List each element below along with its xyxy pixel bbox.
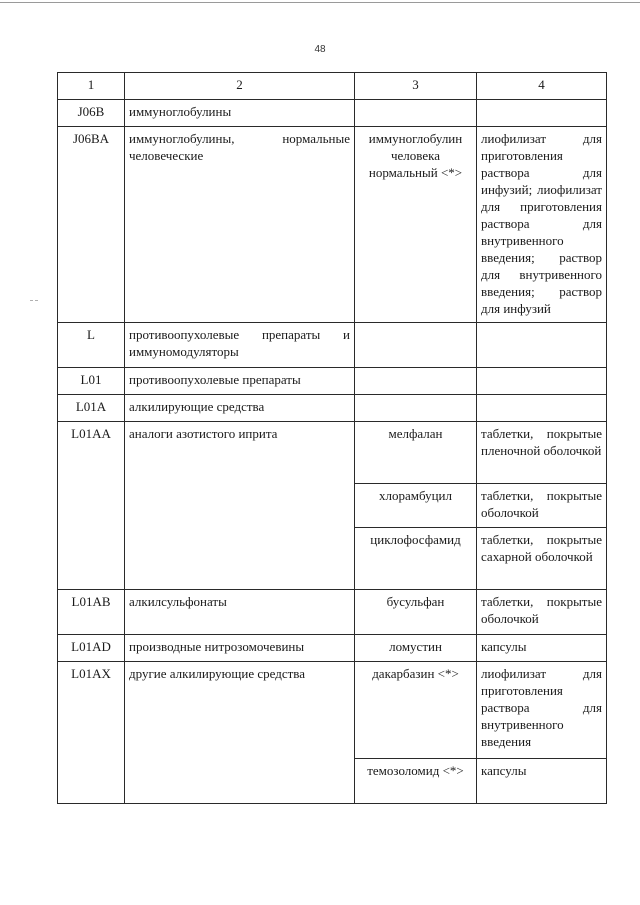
drug-name: ломустин	[389, 639, 442, 654]
atc-code: L01	[80, 372, 102, 387]
dosage-form-cell	[477, 662, 607, 759]
dosage-form: капсулы	[481, 763, 527, 778]
table-row	[58, 395, 607, 422]
atc-code-cell	[58, 127, 125, 323]
dosage-form-cell	[477, 395, 607, 422]
dosage-form: лиофилизат для приготовления раствора для внутривенного введения	[481, 666, 602, 749]
table-row	[58, 590, 607, 635]
group-name: аналоги азотистого иприта	[129, 426, 278, 441]
drug-name: бусульфан	[386, 594, 445, 609]
group-name: алкилирующие средства	[129, 399, 265, 414]
atc-code: L01AD	[71, 639, 111, 654]
atc-code-cell	[58, 662, 125, 804]
column-header: 1	[58, 73, 125, 100]
column-header: 3	[355, 73, 477, 100]
atc-code-cell	[58, 368, 125, 395]
atc-code: L01AX	[71, 666, 111, 681]
group-name-cell	[125, 422, 355, 590]
dosage-form-cell	[477, 590, 607, 635]
table-row	[58, 323, 607, 368]
group-name: иммуноглобулины, нормальные человеческие	[129, 131, 350, 163]
table-row	[58, 127, 607, 323]
atc-code: L01AA	[71, 426, 111, 441]
group-name: другие алкилирующие средства	[129, 666, 306, 681]
atc-code: L01A	[75, 399, 107, 414]
dosage-form-cell	[477, 759, 607, 804]
group-name: алкилсульфонаты	[129, 594, 227, 609]
atc-code-cell	[58, 590, 125, 635]
table-row	[58, 635, 607, 662]
group-name-cell	[125, 662, 355, 804]
atc-code-cell	[58, 323, 125, 368]
dosage-form: таблетки, покрытые сахарной оболочкой	[481, 532, 602, 564]
page-number: 48	[314, 44, 326, 55]
drug-name: хлорамбуцил	[378, 488, 452, 503]
margin-mark	[30, 300, 38, 301]
drug-name: циклофосфамид	[370, 532, 461, 547]
drug-name: иммуноглобулин человека нормальный <*>	[368, 131, 463, 180]
drug-name-cell	[355, 395, 477, 422]
drug-name-cell	[355, 127, 477, 323]
group-name: противоопухолевые препараты	[129, 372, 301, 387]
atc-code: L01AB	[71, 594, 111, 609]
table-row	[58, 368, 607, 395]
group-name: производные нитрозомочевины	[129, 639, 305, 654]
group-name-cell	[125, 635, 355, 662]
drug-name-cell	[355, 100, 477, 127]
group-name-cell	[125, 590, 355, 635]
atc-code-cell	[58, 100, 125, 127]
dosage-form-cell	[477, 368, 607, 395]
drug-name-cell	[355, 323, 477, 368]
atc-code: L	[87, 327, 95, 342]
atc-code: J06BA	[72, 131, 110, 146]
dosage-form-cell	[477, 127, 607, 323]
atc-code: J06B	[77, 104, 105, 119]
table-header-row	[58, 73, 607, 100]
drug-name-cell	[355, 422, 477, 484]
drug-name: темозоломид <*>	[367, 763, 464, 778]
group-name: противоопухолевые препараты и иммуномодуляторы	[129, 327, 350, 359]
group-name-cell	[125, 323, 355, 368]
dosage-form: капсулы	[481, 639, 527, 654]
drug-name: дакарбазин <*>	[372, 666, 459, 681]
drug-name-cell	[355, 528, 477, 590]
dosage-form: таблетки, покрытые оболочкой	[481, 594, 602, 626]
atc-code-cell	[58, 422, 125, 590]
drug-classification-table	[57, 72, 607, 804]
atc-code-cell	[58, 395, 125, 422]
dosage-form: таблетки, покрытые оболочкой	[481, 488, 602, 520]
drug-name-cell	[355, 590, 477, 635]
dosage-form-cell	[477, 528, 607, 590]
dosage-form-cell	[477, 100, 607, 127]
column-header: 4	[477, 73, 607, 100]
dosage-form: лиофилизат для приготовления раствора для инфузий; лиофилизат для приготовления раствора для внутривенного введения; раствор для внутривенного введения; раствор для инфузий	[481, 131, 602, 316]
column-header: 2	[125, 73, 355, 100]
table-row	[58, 100, 607, 127]
drug-name: мелфалан	[388, 426, 443, 441]
group-name: иммуноглобулины	[129, 104, 232, 119]
atc-code-cell	[58, 635, 125, 662]
dosage-form-cell	[477, 422, 607, 484]
drug-name-cell	[355, 484, 477, 528]
dosage-form-cell	[477, 484, 607, 528]
dosage-form: таблетки, покрытые пленочной оболочкой	[481, 426, 602, 458]
dosage-form-cell	[477, 635, 607, 662]
table-row	[58, 422, 607, 484]
top-border-line	[0, 2, 640, 3]
group-name-cell	[125, 127, 355, 323]
dosage-form-cell	[477, 323, 607, 368]
drug-name-cell	[355, 368, 477, 395]
drug-name-cell	[355, 662, 477, 759]
group-name-cell	[125, 100, 355, 127]
group-name-cell	[125, 368, 355, 395]
group-name-cell	[125, 395, 355, 422]
drug-name-cell	[355, 635, 477, 662]
table-row	[58, 662, 607, 759]
drug-name-cell	[355, 759, 477, 804]
